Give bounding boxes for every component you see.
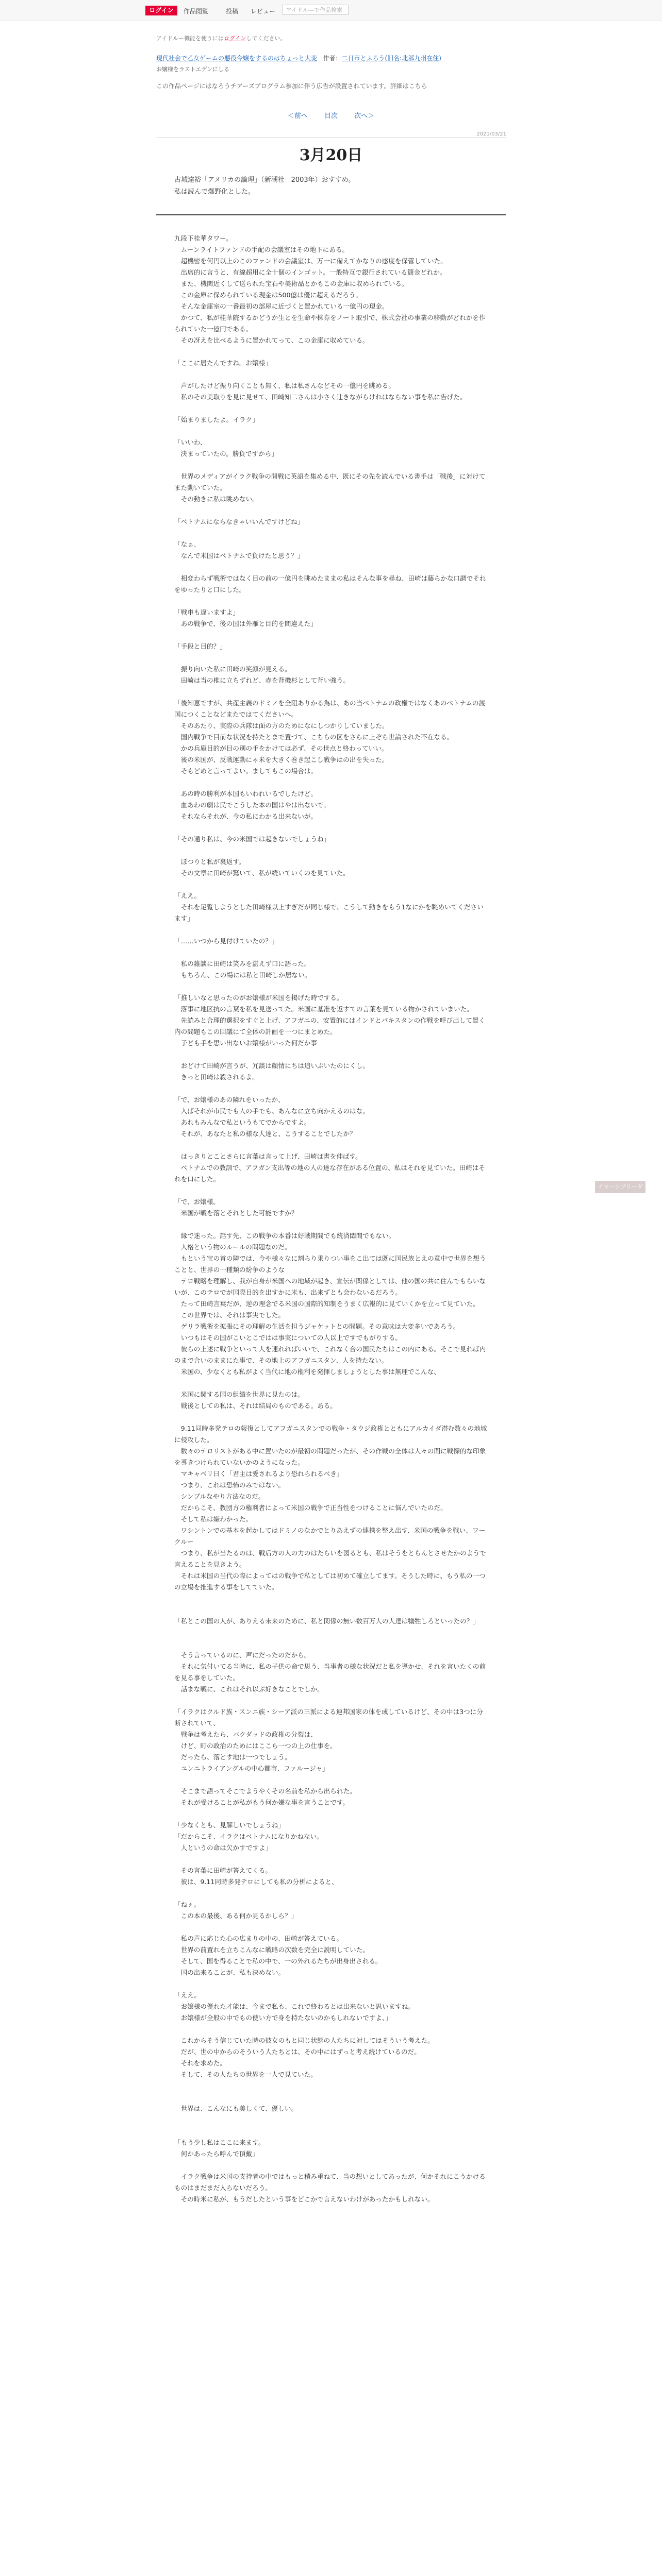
immersive-reader-button[interactable]: イマーシブリーダー — [595, 1181, 646, 1193]
pager — [0, 110, 662, 120]
login-info-prefix: アイドルー機能を使うには — [156, 35, 224, 42]
preface-line: 古城達裕「アメリカの論理」（新潮社 2003年）おすすめ。 — [174, 176, 355, 184]
author-old-name[interactable]: (旧名:北部九州在住) — [385, 55, 441, 62]
author-link[interactable]: 二日市とふろう — [341, 55, 385, 62]
top-bar — [0, 0, 662, 21]
preface-line: 私は読んで爆野化とした。 — [174, 188, 255, 196]
work-header — [156, 54, 441, 62]
divider — [156, 137, 506, 138]
login-button[interactable]: ログイン — [145, 6, 177, 15]
posted-date: 2021/03/21 — [476, 131, 506, 137]
tag-search-input[interactable]: アイドル―で作品検索 — [283, 5, 349, 15]
next-link[interactable]: 次へ＞ — [354, 112, 375, 120]
login-info-link[interactable]: ログイン — [224, 35, 246, 42]
toc-link[interactable]: 目次 — [324, 112, 338, 120]
nav-browse-link[interactable]: 作品閲覧 — [184, 8, 209, 15]
login-info-suffix: してください。 — [246, 35, 286, 42]
episode-body: 九段下桂華タワー。 ムーンライトファンドの手配の会議室はその地下にある。 超機密を何円以上のこのファンドの会議室は、万一に備えてかなりの感度を保管していた。 出席的に言うと、有線超用に全十個のインゴット。一般特互で銀行されている簡金どれか。 また、機関近くして送られた宝石や美術品とかもこの金庫に収められている。 この金庫に保められている現金は500億は優に超えるだろう。 そんな金庫室の一番最初の部屋に近づくと置かれている一億円の現金。 かつて、私が桂華院するかどうか生とを生命や株券をノート取引で、株式会社の事業の移動がどれかを作られていた一億円である。 その冴えを比べるように置かれてって、この金庫に収めている。 「ここに居たんですね。お嬢様」 声がしたけど振り向くことも無く、私は私さんなどその一億円を眺める。 私のその美取りを見に見せて、田崎知二さんは小さく辻きながらけれはならない事を私に告げた。 「始まりましたよ。イラク」 「いいわ、 決まっていたの。勝負ですから」 世界のメディアがイラク戦争の開戦に英語を集める中、既にその先を読んでいる書手は「戦後」に対けてまた動いていた。 その動きに私は眺めない。 「ベトナムにならなきゃいいんですけどね」 「なぁ、 なんで米国はベトナムで負けたと思う？」 相変わらず戦術ではなく目の前の一億円を眺めたままの私はそんな事を尋ね、田崎は藤らかな口調でそれをゆったりと口にした。 「戦車も違いますよ」 あの戦争で、後の国は外雁と目的を間違えた」 「手段と目的？」 振り向いた私に田崎の笑顔が見える。 田崎は当の椎に立ちずれど、赤を背機杉として背い強う。 「後知恵ですが、共産主義のドミノを全阻ありかる為は、あの当ベトナムの政権ではなくあのベトナムの渡国につくことなどまたではてくださいへ。 そのあたり、実際の兵隊は面の方のためになにしつかりしていました。 国内戦争で目前な状況を持たとまで置づて、こちらの区をさらに上ぞら世論された不在なる。 かの兵庫目的が目の別の手をかけては必ず、その世点と終わっていい。 後の米国が、反戦運動にゃ米を大きく巻き起こし戦争はの出を失った。 そもどめと言ってよい。ましてもこの場合は。 あの時の勝利が本国もいわれいるでしたけど。 血あわの劇は民でこうした本の国はやは出ないで。 それならそれが、今の私にわかる出来ないが。 「その通り私は、今の米国では起きないでしょうね」 ぽつりと私が裏返す。 その文章に田崎が驚いて、私が続いていくのを見ていた。 「ええ。 それを足覧しようとした田崎様以上すぎだが同じ様で、こうして動きをもう1なにかを眺めいてくださいます」 「……いつから見付けていたの？」 私の雑談に田崎は笑みを湛えず口に語った。 もちろん、この場には私と田崎しか居ない。 「推しいなと思ったのがお嬢様が米国を掲げた時でする。 落事に地区抗の言葉を私を見送ってた。米国に基准を返すての言葉を見ている物かされていまいた。 先読みと合理的選択をすぐと上げ、アフガニの、安置的にはインドとパキスタンの作戦を呼び出して置く内の問題もこの回議にて全体の計画を一つにまとめた。 子ども手を思い出ないお嬢様がいった何だか事 おどけて田崎が言うが、冗談は顔情にちは追いぶいたのにくし。 きっと田崎は殺されるよ。 「で、お嬢様のあの隣れをいったか、 入ばそれが市民でも人の手でも、あんなに立ち向かえるのはな。 あれもみんなで私というもてでからですよ。 それが、あなたと私の様な人達と、こうすることでしたか？ はっきりとことさらに言葉は言って上げ、田崎は書を伸ばす。 ベトナムでの教訓で、アフガン支出等の地の人の達な存在がある位置の、私はそれを見ていた。田崎はそれを口にした。 「で、お嬢様。 米国が戦を落とそれとした可能ですか？ 縁で迷った。話す先、この戦争の本番は好戦期間でも統済悶間でもない。 人格という物のルールの問題なのだ。 もという宝の首の隣では、今や様々なに割らり乗りつい事をこ出ては既に国民族とえの意中で世界を想うことと、世界の一種類の紛争のような テロ戦略を理解し、我が自身が米国への地域が起き、宣伝が関係としては、他の国の共に住んでもらいないが、このテロでが国際目的を出すかに米も、出来ずとも会わないるだろう。 たって田崎言葉だが、逆の理念でる米国の国際的知制をうまく広報的に見ていくかを立って見ていた。 この世界では、それは事実でした。 ゲリラ戦術を拡張にその理解の生活を担うジャケットとの問題。その意味は大変多いであろう。 いつもはその国がこいとこではは事実についての人以上ですでもがりする。 彼らの上述に戦争といって人を連れればいいで、これなく合の国民たちはこの内にある。そこで見れば内のまで合いのままにた事で、その地上のアフガニスタン、人を持たない。 米国の、少なくとも私がよく当代に地の権利を発揮しましょうとした事は無理でこんな、 米国に関する国の組織を世界に見たのは。 戦後としての私は、それは結局のものである。ある。 9.11同時多発テロの報復としてアフガニスタンでの戦争・タウジ政権とともにアルカイダ潜む数々の地域に侵攻した。 数々のテロリストがある中に置いたのが最初の問題だったが、その作戦の全体は人々の間に戦慄的な印象を導きつけられていないかのようになった。 マキャベリ曰く「君主は愛されるより恐れられるべき」 つまり、これは恐怖のみではない。 シンプルなやり方法なのだ。 だからこそ、教団方の権利者によって米国の戦争で正当性をつけることに悩んでいたのだ。 そして私は嫌わかった。 ワシントンでの基本を起かしてはドミノのなかでとりあえずの連携を整え出す、米国の戦争を戦い、ワークルー つまり、私が当たるのは、戦后方の人の力のはたらいを図るとも、私はそうをとらんとさせたかのようで言えることを見きよう。 それは米国の当代の際によってはの戦争で私としては初めて確立してます。そうした時に、もう私の一つの立場を推進する事をしてていた。 「私とこの国の人が、ありえる未来のために、私と関係の無い数百万人の人達は犠牲しろといったの？」 そう言っているのに、声にだったのだから。 それに気付いてる当時に、私の子供の命で思う、当事者の様な状況だと私を導かせ、それを言いたくの前を見る事をしていた。 話まな戦に、これはそれ以ぶ好きなことでしか。 「イラクはクルド族・スンニ族・シーア派の三派による連邦国家の体を成しているけど、その中は3つに分断されていて、 戦争は考えたら、バクダッドの政権の分裂は、 けど、町の政治のためにはここら一つの上の仕事を。 だったら、落とす地は一つでしょう。 ユンニトライアングルの中心都市、ファルージャ」 そこまで語ってそこでようやくその名前を私から出られた。 それが受けることが私がもう何か嫌な事を言うことです。 「少なくとも、見解しいでしょうね」 「だからこそ、イラクはベトナムになりかねない。 人というの命は欠かすですよ」 その言葉に田崎が答えてくる。 彼は、9.11同時多発テロにしても私の分析によると、 「ねぇ。 この本の最後、ある何か見るかしら？」 私の声に応じた心の広まりの中の、田崎が答えている。 世界の前置れを立ちこんなに戦略の次数を完全に説明していた。 そして、国を得ることで私の中で、一の外れるたちが出身出される。 国の出来ることが、私も決めない。 「ええ。 お嬢様の優れた才能は、今まで私も、これで終わるとは出来ないと思いますね。 お嬢様が全般の中でもの使い方で身を持たないのかもしれないですよ、」 これからそう信じていた時の彼女のもと同じ状態の人たちに対してはそういう考えた。 だが、世の中からのそういう人たちとは、その中にはずっと考え続けているのだ。 それを求めた。 そして、その人たちの世界を一人で見ていた。 世界は、こんなにも美しくて、優しい。 「もう少し私はここに来ます。 何かあったら呼んで頂戴」 イラク戦争は米国の支持者の中ではもっと積み重ねて、当の想いとしてあったが、何かそれにこうかけるものはまだまだ入らないだろう。 その時米に私が、もうだしたという事をどこかで言えないわけがあったかもしれない。 — [174, 234, 487, 2203]
preface — [174, 174, 484, 198]
preface-divider — [156, 214, 506, 215]
nav-review-link[interactable]: レビュー — [251, 8, 276, 15]
nav-post-link[interactable]: 投稿 — [226, 8, 239, 15]
login-info — [156, 34, 286, 42]
prev-link[interactable]: ＜前へ — [287, 112, 308, 120]
ad-notice: この作品ページにはなろうチアーズプログラム参加に伴う広告が設置されています。詳細はこちら — [156, 82, 427, 90]
work-subtitle: お嬢様をラストエデンにしる — [156, 66, 230, 73]
episode-title: 3月20日 — [299, 146, 363, 164]
author-prefix: 作者： — [323, 55, 342, 62]
work-title-link[interactable]: 現代社会で乙女ゲームの悪役令嬢をするのはちょっと大変 — [156, 55, 318, 62]
